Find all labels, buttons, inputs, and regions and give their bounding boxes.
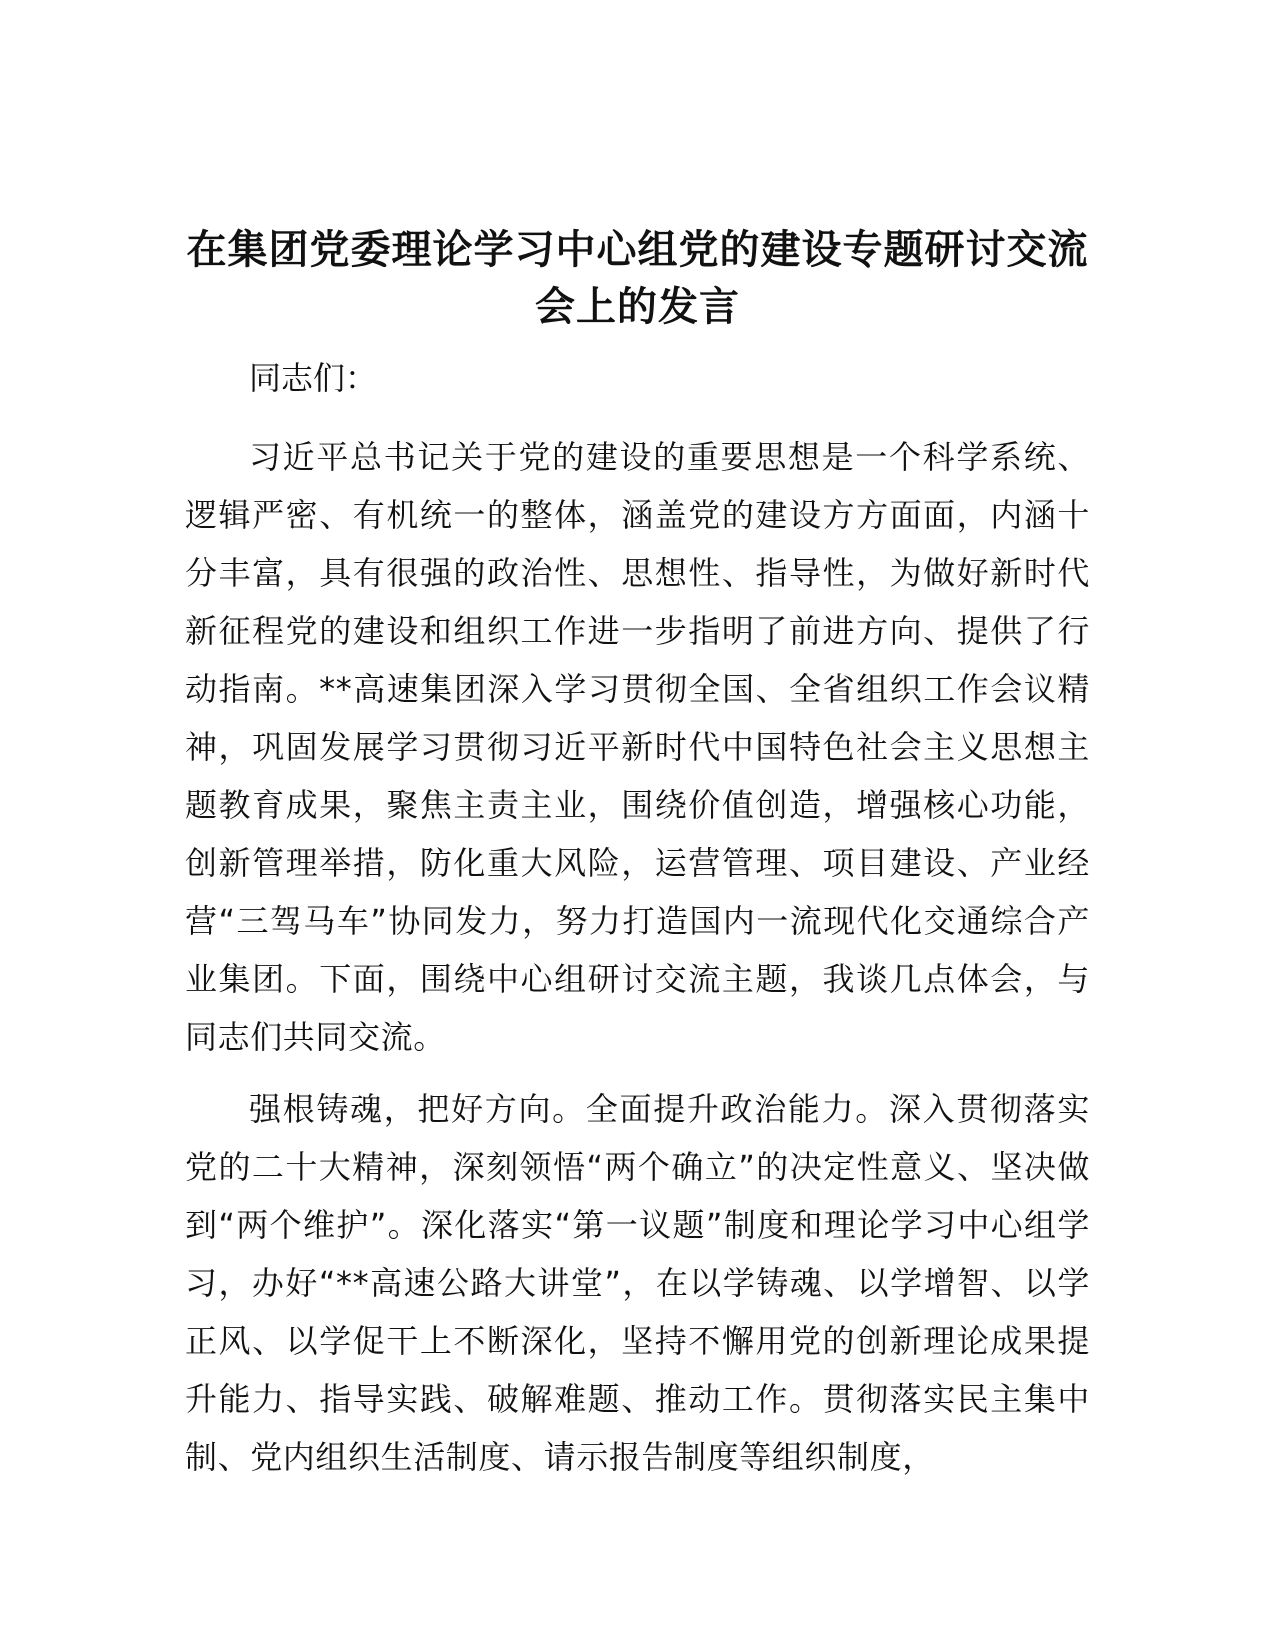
salutation: 同志们： <box>249 359 378 397</box>
document-title: 在集团党委理论学习中心组党的建设专题研讨交流会上的发言 <box>186 227 1089 330</box>
paragraph-1: 习近平总书记关于党的建设的重要思想是一个科学系统、逻辑严密、有机统一的整体，涵盖党的建设方方面面，内涵十分丰富，具有很强的政治性、思想性、指导性，为做好新时代新征程党的建设和组织工作进一步指明了前进方向、提供了行动指南。**高速集团深入学习贯彻全国、全省组织工作会议精神，巩固发展学习贯彻习近平新时代中国特色社会主义思想主题教育成果，聚焦主责主业，围绕价值创造，增强核心功能，创新管理举措，防化重大风险，运营管理、项目建设、产业经营“三驾马车”协同发力，努力打造国内一流现代化交通综合产业集团。下面，围绕中心组研讨交流主题，我谈几点体会，与同志们共同交流。 <box>185 438 1090 1056</box>
document-body <box>185 222 1090 1486</box>
paragraph-2: 强根铸魂，把好方向。全面提升政治能力。深入贯彻落实党的二十大精神，深刻领悟“两个确立”的决定性意义、坚决做到“两个维护”。深化落实“第一议题”制度和理论学习中心组学习，办好“**高速公路大讲堂”，在以学铸魂、以学增智、以学正风、以学促干上不断深化，坚持不懈用党的创新理论成果提升能力、指导实践、破解难题、推动工作。贯彻落实民主集中制、党内组织生活制度、请示报告制度等组织制度， <box>185 1090 1090 1476</box>
